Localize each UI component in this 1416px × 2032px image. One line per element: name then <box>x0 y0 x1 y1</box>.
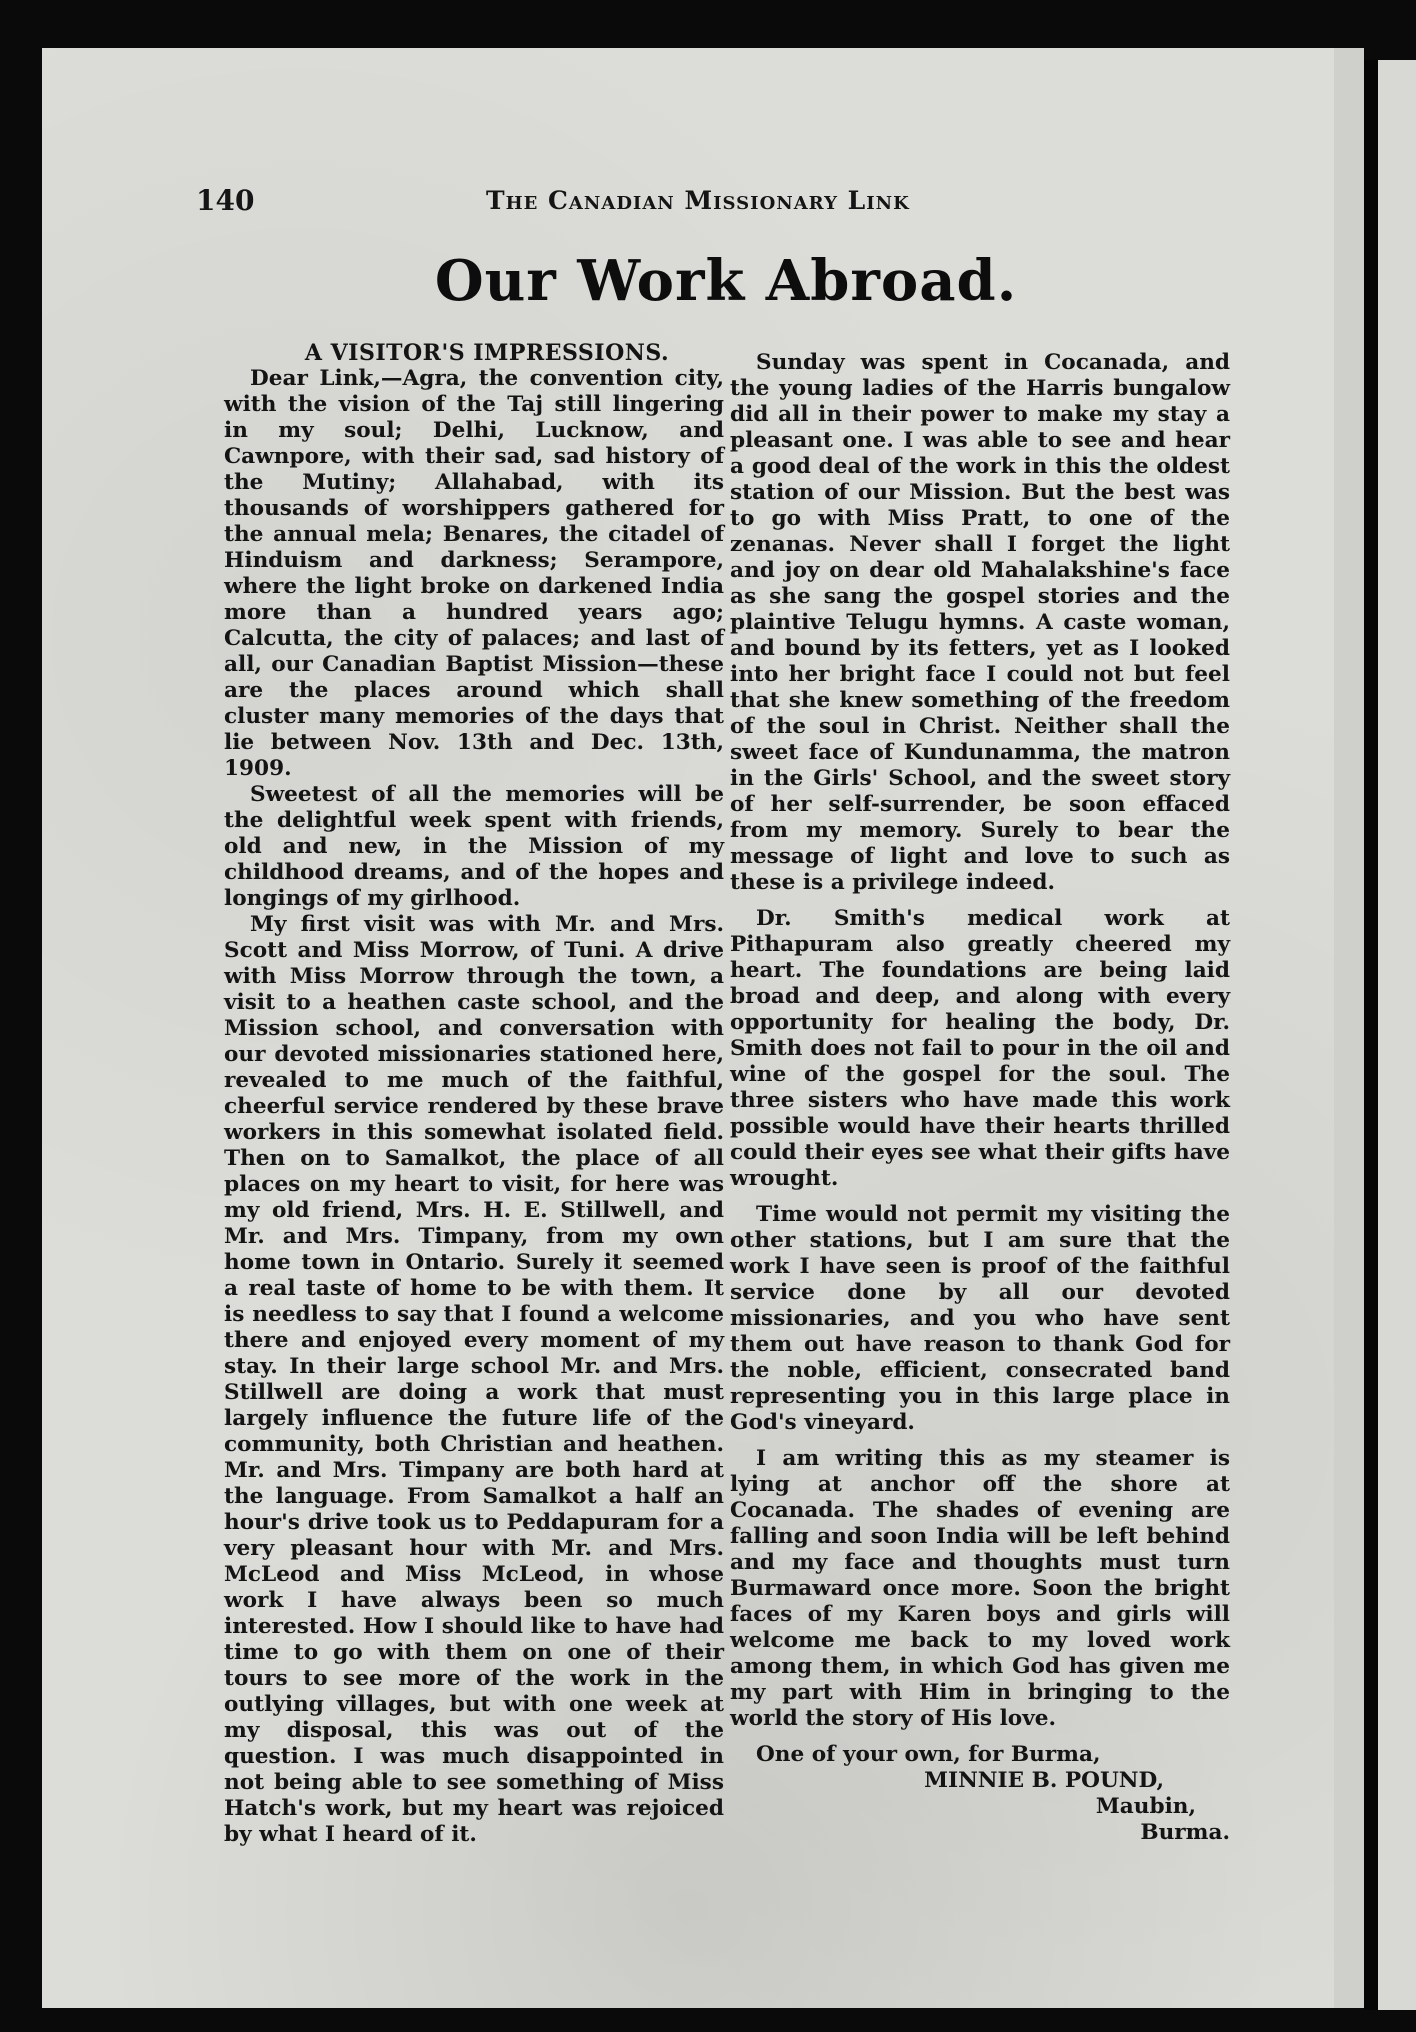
paragraph-right-1: Sunday was spent in Cocanada, and the young ladies of the Harris bungalow did all in their power to make my stay a pleasant one. I was able to see and hear a good deal of the work in this the oldest station of our Mission. But the best was to go with Miss Pratt, to one of the zenanas. Never shall I forget the light and joy on dear old Mahalakshine's face as she sang the gospel stories and the plaintive Telugu hymns. A caste woman, and bound by its fetters, yet as I looked into her bright face I could not but feel that she knew something of the freedom of the soul in Christ. Neither shall the sweet face of Kundunamma, the matron in the Girls' School, and the sweet story of her self-surrender, be soon effaced from my memory. Surely to bear the message of light and love to such as these is a privilege indeed. <box>730 350 1230 895</box>
signature-name: MINNIE B. POUND, <box>924 1768 1164 1793</box>
signature-country: Burma. <box>1140 1820 1230 1845</box>
paragraph-left-1: Dear Link,—Agra, the convention city, with the vision of the Taj still lingering in my soul; Delhi, Lucknow, and Cawnpore, with their sad, sad history of the Mutiny; Allahabad, with its thousands of worshippers gathered for the annual mela; Benares, the citadel of Hinduism and darkness; Serampore, where the light broke on darkened India more than a hundred years ago; Calcutta, the city of palaces; and last of all, our Canadian Baptist Mission—these are the places around which shall cluster many memories of the days that lie between Nov. 13th and Dec. 13th, 1909. <box>224 366 724 781</box>
article-heading: A VISITOR'S IMPRESSIONS. <box>304 340 670 366</box>
paragraph-right-4: I am writing this as my steamer is lying at anchor off the shore at Cocanada. The shades of evening are falling and soon India will be left behind and my face and thoughts must turn Burmaward once more. Soon the bright faces of my Karen boys and girls will welcome me back to my loved work among them, in which God has given me my part with Him in bringing to the world the story of His love. <box>730 1446 1230 1731</box>
page-header <box>196 184 1256 224</box>
running-title: The Canadian Missionary Link <box>486 186 910 215</box>
scan-border <box>1364 60 1378 2010</box>
page-edge <box>1334 48 1364 2008</box>
page-number: 140 <box>196 184 255 217</box>
closing-line: One of your own, for Burma, <box>756 1742 1101 1767</box>
section-title: Our Work Abroad. <box>434 248 1018 314</box>
paragraph-right-3: Time would not permit my visiting the other stations, but I am sure that the work I have seen is proof of the faithful service done by all our devoted missionaries, and you who have sent them out have reason to thank God for the noble, efficient, consecrated band representing you in this large place in God's vineyard. <box>730 1202 1230 1435</box>
paragraph-left-2: Sweetest of all the memories will be the delightful week spent with friends, old and new, in the Mission of my childhood dreams, and of the hopes and longings of my girlhood. <box>224 782 724 911</box>
adjacent-page-edge <box>1378 60 1416 2010</box>
paragraph-right-2: Dr. Smith's medical work at Pithapuram also greatly cheered my heart. The foundations are being laid broad and deep, and along with every opportunity for healing the body, Dr. Smith does not fail to pour in the oil and wine of the gospel for the soul. The three sisters who have made this work possible would have their hearts thrilled could their eyes see what their gifts have wrought. <box>730 906 1230 1191</box>
right-column <box>730 350 1230 1846</box>
left-column <box>224 340 724 1848</box>
paragraph-left-3: My first visit was with Mr. and Mrs. Scott and Miss Morrow, of Tuni. A drive with Miss Morrow through the town, a visit to a heathen caste school, and the Mission school, and conversation with our devoted missionaries stationed here, revealed to me much of the faithful, cheerful service rendered by these brave workers in this somewhat isolated field. Then on to Samalkot, the place of all places on my heart to visit, for here was my old friend, Mrs. H. E. Stillwell, and Mr. and Mrs. Timpany, from my own home town in Ontario. Surely it seemed a real taste of home to be with them. It is needless to say that I found a welcome there and enjoyed every moment of my stay. In their large school Mr. and Mrs. Stillwell are doing a work that must largely influence the future life of the community, both Christian and heathen. Mr. and Mrs. Timpany are both hard at the language. From Samalkot a half an hour's drive took us to Peddapuram for a very pleasant hour with Mr. and Mrs. McLeod and Miss McLeod, in whose work I have always been so much interested. How I should like to have had time to go with them on one of their tours to see more of the work in the outlying villages, but with one week at my disposal, this was out of the question. I was much disappointed in not being able to see something of Miss Hatch's work, but my heart was rejoiced by what I heard of it. <box>224 912 724 1847</box>
signature-place: Maubin, <box>1095 1794 1196 1819</box>
